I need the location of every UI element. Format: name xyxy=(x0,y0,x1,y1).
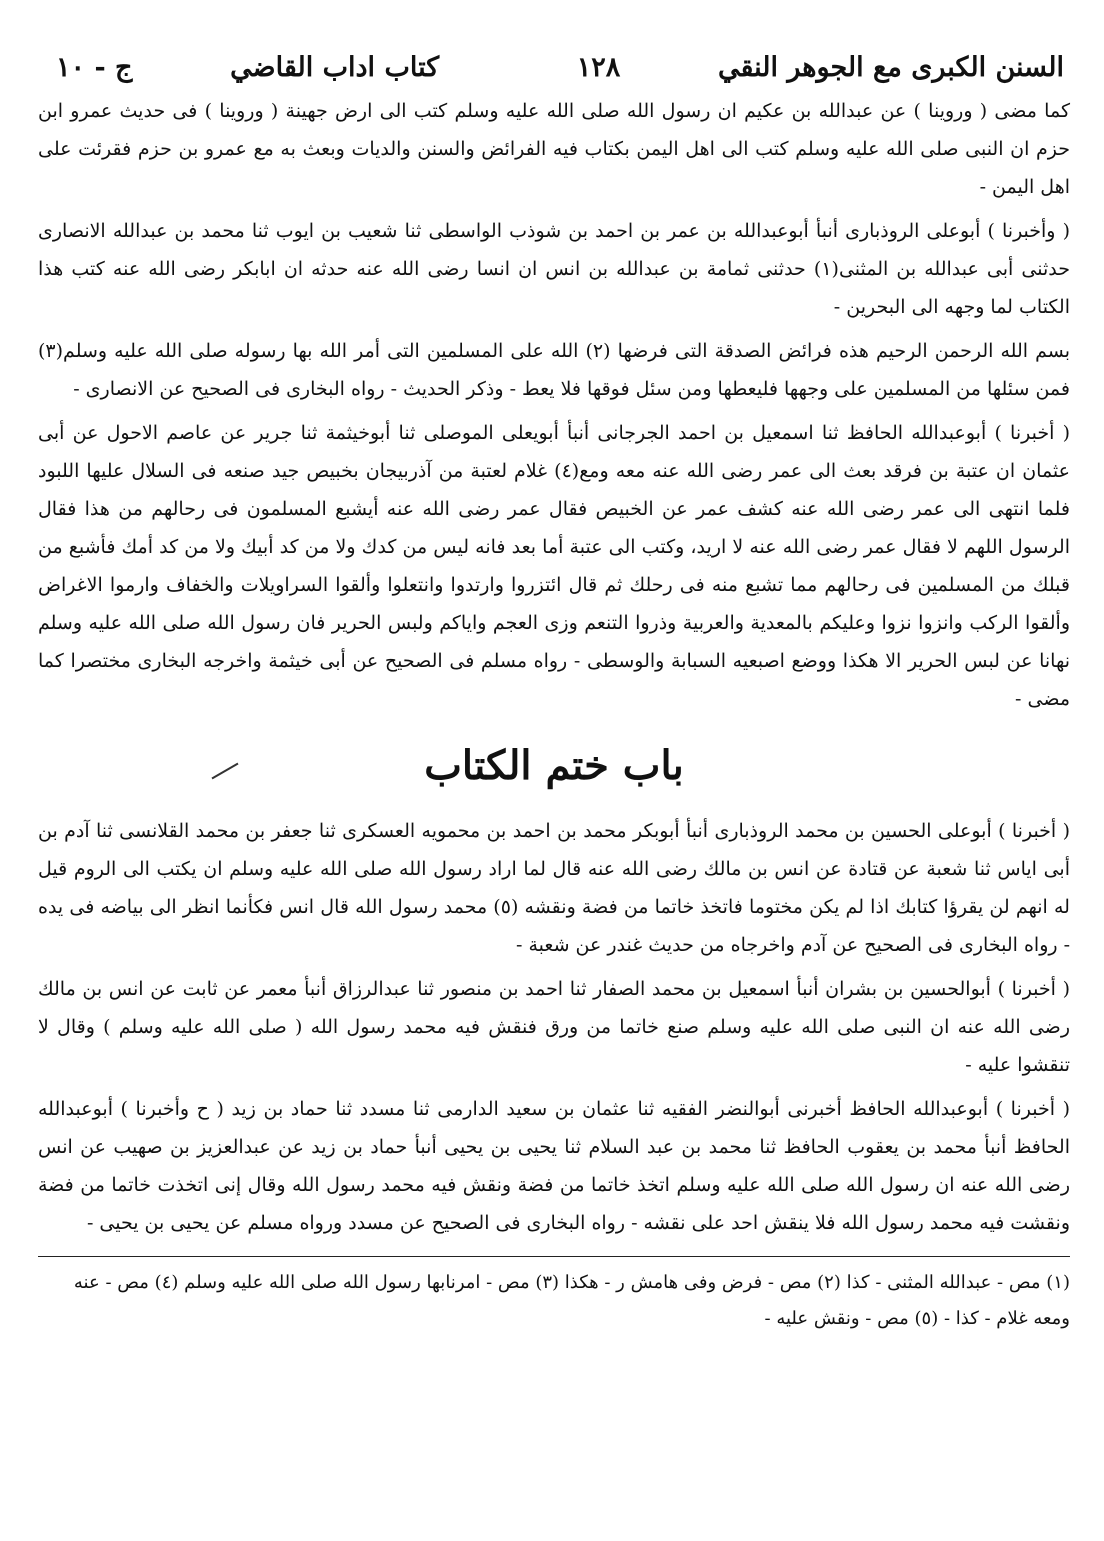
paragraph: بسم الله الرحمن الرحيم هذه فرائض الصدقة التى فرضها (٢) الله على المسلمين التى أمر الله بها رسوله صلى الله عليه وسلم(٣) فمن سئلها من المسلمين على وجهها فليعطها ومن سئل فوقها فلا يعط - وذكر الحديث - رواه البخارى فى الصحيح عن الانصارى - xyxy=(38,340,1070,400)
book-title: السنن الكبرى مع الجوهر النقي xyxy=(717,52,1064,83)
paragraph: كما مضى ( وروينا ) عن عبدالله بن عكيم ان رسول الله صلى الله عليه وسلم كتب الى ارض جهينة ( وروينا ) فى حديث عمرو ابن حزم ان النبى صلى الله عليه وسلم كتب الى اهل اليمن بكتاب فيه الفرائض والسنن والديات وبعث به مع عمرو بن حزم فقرئت على اهل اليمن - xyxy=(38,100,1070,198)
footnote-divider xyxy=(38,1256,1070,1257)
footnotes xyxy=(38,1265,1070,1337)
paragraph: ( أخبرنا ) أبوعبدالله الحافظ ثنا اسمعيل بن احمد الجرجانى أنبأ أبويعلى الموصلى ثنا أبوخيثمة ثنا جرير عن عاصم الاحول عن أبى عثمان ان عتبة بن فرقد بعث الى عمر رضى الله عنه معه ومع(٤) غلام لعتبة من آذربيجان بخبيص جيد صنعه فى السلال عليها اللبود فلما انتهى الى عمر رضى الله عنه كشف عمر عن الخبيص فقال عمر رضى الله عنه أيشبع المسلمون فى رحالهم من هذا فقال الرسول اللهم لا فقال عمر رضى الله عنه لا اريد، وكتب الى عتبة أما بعد فانه ليس من كدك ولا من كد أبيك ولا من كد أمك فأشبع من قبلك من المسلمين فى رحالهم مما تشبع منه فى رحلك ثم قال ائتزروا وارتدوا وانتعلوا وألقوا السراويلات والخفاف وارموا الاغراض وألقوا الركب وانزوا نزوا وعليكم بالمعدية والعربية وذروا التنعم وزى العجم واياكم ولبس الحرير فان رسول الله صلى الله عليه وسلم نهانا عن لبس الحرير الا هكذا ووضع اصبعيه السبابة والوسطى - رواه مسلم فى الصحيح عن أبى خيثمة واخرجه البخارى مختصرا كما مضى - xyxy=(38,422,1070,710)
main-text xyxy=(38,92,1070,718)
chapter-text xyxy=(38,812,1070,1242)
chapter-heading: باب ختم الكتاب xyxy=(424,742,684,789)
paragraph: ( أخبرنا ) أبوعلى الحسين بن محمد الروذبارى أنبأ أبوبكر محمد بن احمد بن محمويه العسكرى ثنا جعفر بن محمد القلانسى ثنا آدم بن أبى اياس ثنا شعبة عن قتادة عن انس بن مالك رضى الله عنه قال لما اراد رسول الله صلى الله عليه وسلم ان يكتب الى الروم قيل له انهم لن يقرؤا كتابك اذا لم يكن مختوما فاتخذ خاتما من فضة ونقشه (٥) محمد رسول الله قال انس فكأنما انظر الى بياضه فى يده - رواه البخارى فى الصحيح عن آدم واخرجاه من حديث غندر عن شعبة - xyxy=(38,820,1070,956)
paragraph: ( وأخبرنا ) أبوعلى الروذبارى أنبأ أبوعبدالله بن عمر بن احمد بن شوذب الواسطى ثنا شعيب بن ايوب ثنا محمد بن عبدالله الانصارى حدثنى أبى عبدالله بن المثنى(١) حدثنى ثمامة بن عبدالله بن انس ان انسا رضى الله عنه حدثه ان ابابكر رضى الله عنه كتب هذا الكتاب لما وجهه الى البحرين - xyxy=(38,220,1071,318)
paragraph: ( أخبرنا ) أبوعبدالله الحافظ أخبرنى أبوالنضر الفقيه ثنا عثمان بن سعيد الدارمى ثنا مسدد ثنا حماد بن زيد ( ح وأخبرنا ) أبوعبدالله الحافظ أنبأ محمد بن يعقوب الحافظ ثنا محمد بن عبد السلام ثنا يحيى بن يحيى أنبأ حماد بن زيد عن عبدالعزيز بن صهيب عن انس رضى الله عنه ان رسول الله صلى الله عليه وسلم اتخذ خاتما من فضة ونقش فيه محمد رسول الله وقال إنى اتخذت خاتما من فضة ونقشت فيه محمد رسول الله فلا ينقش احد على نقشه - رواه البخارى فى الصحيح عن مسدد ورواه مسلم عن يحيى بن يحيى - xyxy=(38,1098,1070,1234)
footnote: (١) مص - عبدالله المثنى - كذا (٢) مص - فرض وفى هامش ر - هكذا (٣) مص - امرنابها رسول الله صلى الله عليه وسلم (٤) مص - عنه ومعه غلام - كذا - (٥) مص - ونقش عليه - xyxy=(73,1272,1070,1329)
page-number: ١٢٨ xyxy=(576,52,621,83)
running-header xyxy=(38,52,1070,92)
section-title: كتاب اداب القاضي xyxy=(230,52,440,83)
volume-number: ج - ١٠ xyxy=(56,52,133,83)
book-page xyxy=(38,52,1070,1512)
paragraph: ( أخبرنا ) أبوالحسين بن بشران أنبأ اسمعيل بن محمد الصفار ثنا احمد بن منصور ثنا عبدالرزاق أنبأ معمر عن ثابت عن انس بن مالك رضى الله عنه ان النبى صلى الله عليه وسلم صنع خاتما من ورق فنقش فيه محمد رسول الله ( صلى الله عليه وسلم ) وقال لا تنقشوا عليه - xyxy=(38,978,1070,1076)
